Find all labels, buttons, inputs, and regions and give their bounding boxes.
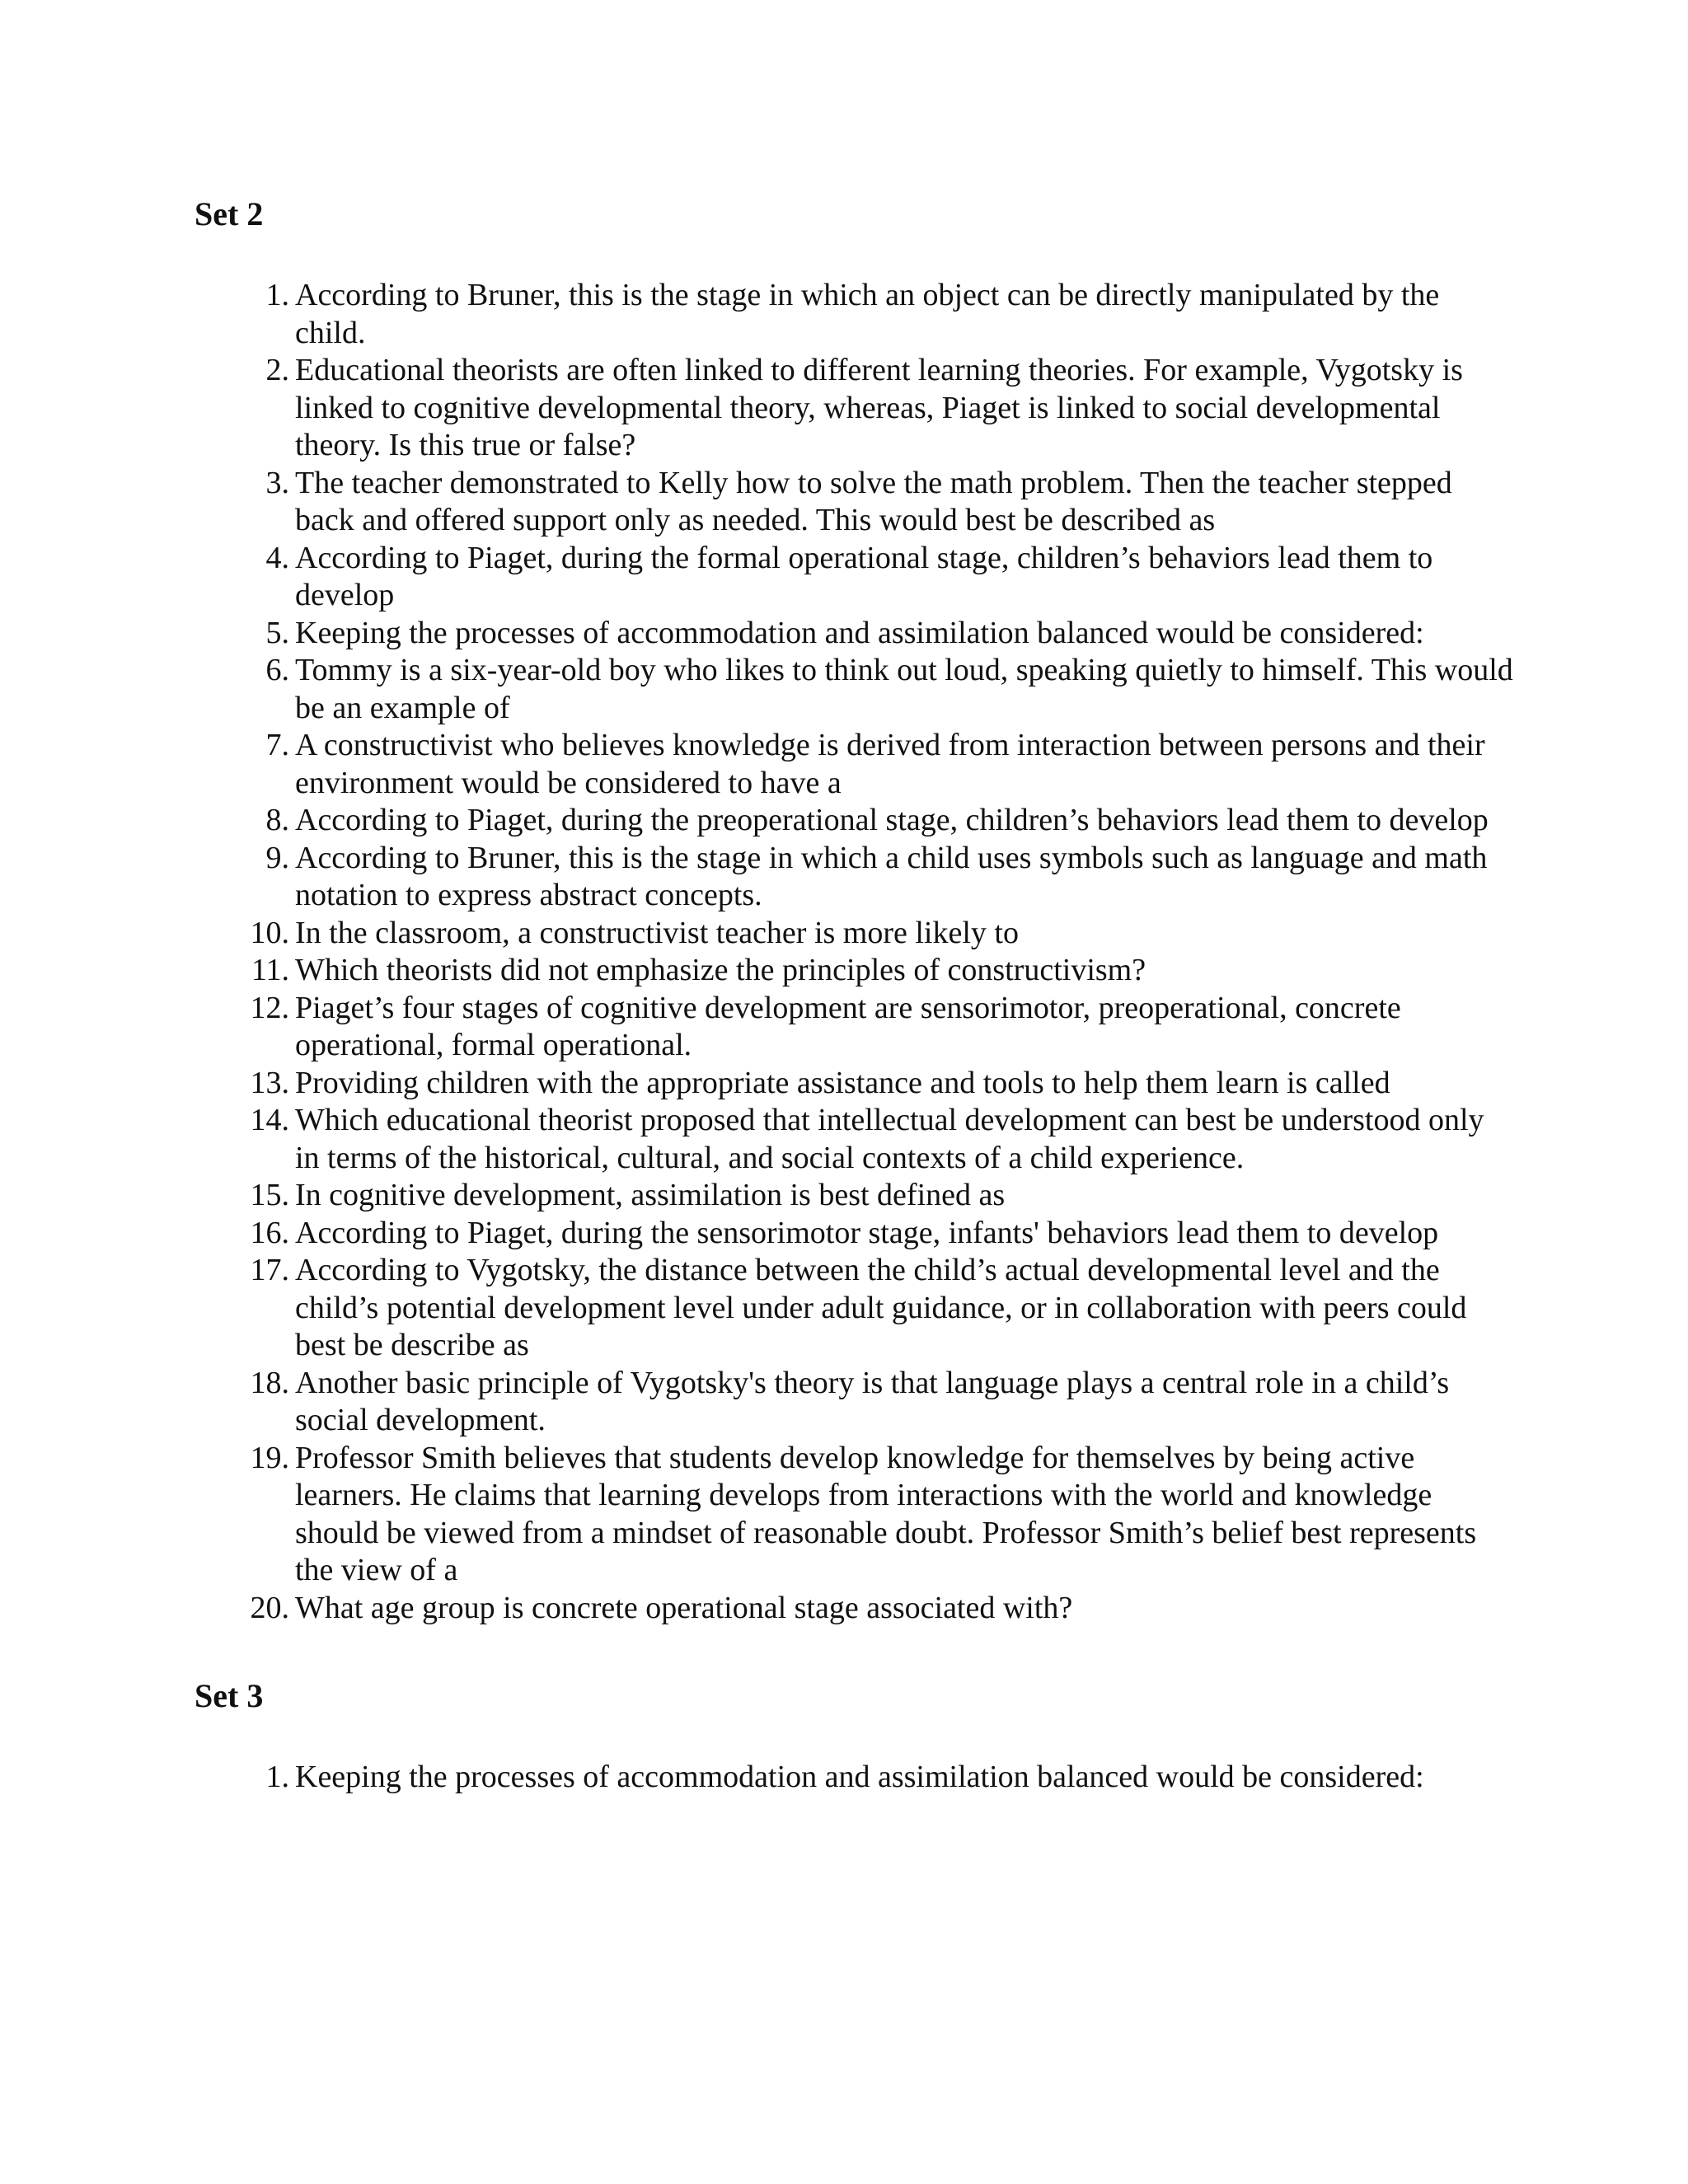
question-number: 8. [265, 803, 289, 837]
question-number: 1. [265, 1760, 289, 1794]
question-text: Educational theorists are often linked to different learning theories. For example, Vygotsky is linked to cognitive developmental theory, whereas, Piaget is linked to social developmental theory. Is this true or false? [295, 353, 1463, 462]
question-item [245, 840, 1514, 915]
question-text: Another basic principle of Vygotsky's theory is that language plays a central role in a child’s social development. [295, 1365, 1450, 1437]
question-item [245, 1759, 1514, 1797]
question-text: Providing children with the appropriate assistance and tools to help them learn is called [295, 1065, 1390, 1100]
question-item [245, 277, 1514, 352]
question-number: 16. [250, 1215, 289, 1250]
question-number: 2. [265, 353, 289, 387]
question-item [245, 465, 1514, 540]
question-number: 19. [250, 1440, 289, 1475]
question-number: 3. [265, 465, 289, 500]
question-number: 20. [250, 1590, 289, 1625]
question-number: 17. [250, 1253, 289, 1287]
question-item [245, 1065, 1514, 1103]
question-item [245, 1215, 1514, 1253]
question-text: According to Piaget, during the preoperational stage, children’s behaviors lead them to develop [295, 803, 1489, 837]
question-text: In the classroom, a constructivist teacher is more likely to [295, 915, 1019, 950]
question-text: According to Bruner, this is the stage in which an object can be directly manipulated by the child. [295, 278, 1440, 350]
document-content [195, 194, 1513, 1797]
question-text: According to Piaget, during the formal operational stage, children’s behaviors lead them to develop [295, 540, 1433, 612]
question-number: 14. [250, 1103, 289, 1137]
question-item [245, 1365, 1514, 1440]
question-item [245, 990, 1514, 1065]
question-number: 7. [265, 728, 289, 762]
question-text: Keeping the processes of accommodation and assimilation balanced would be considered: [295, 615, 1424, 650]
question-number: 9. [265, 840, 289, 875]
question-text: In cognitive development, assimilation is best defined as [295, 1178, 1006, 1212]
question-text: Tommy is a six-year-old boy who likes to think out loud, speaking quietly to himself. This would be an example of [295, 653, 1513, 725]
question-number: 18. [250, 1365, 289, 1400]
question-item [245, 352, 1514, 465]
question-text: What age group is concrete operational stage associated with? [295, 1590, 1073, 1625]
question-item [245, 615, 1514, 653]
set-3-heading: Set 3 [195, 1677, 264, 1714]
question-text: Which educational theorist proposed that intellectual development can best be understood only in terms of the historical, cultural, and social contexts of a child experience. [295, 1103, 1484, 1175]
question-text: Which theorists did not emphasize the principles of constructivism? [295, 953, 1146, 987]
question-number: 11. [251, 953, 289, 987]
set-2-heading: Set 2 [195, 195, 264, 232]
question-item [245, 1177, 1514, 1215]
question-item [245, 802, 1514, 840]
question-number: 15. [250, 1178, 289, 1212]
set-2-question-list [245, 277, 1514, 1627]
question-number: 6. [265, 653, 289, 687]
question-number: 4. [265, 540, 289, 575]
question-item [245, 1590, 1514, 1628]
question-number: 5. [265, 615, 289, 650]
question-text: A constructivist who believes knowledge is derived from interaction between persons and their environment would be considered to have a [295, 728, 1485, 800]
question-number: 13. [250, 1065, 289, 1100]
question-text: Piaget’s four stages of cognitive development are sensorimotor, preoperational, concrete operational, formal operational. [295, 990, 1401, 1062]
question-text: According to Bruner, this is the stage in which a child uses symbols such as language and math notation to express abstract concepts. [295, 840, 1488, 912]
question-text: Keeping the processes of accommodation and assimilation balanced would be considered: [295, 1760, 1424, 1794]
question-item [245, 652, 1514, 727]
question-item [245, 540, 1514, 615]
question-item [245, 1102, 1514, 1177]
question-text: Professor Smith believes that students develop knowledge for themselves by being active learners. He claims that learning develops from interactions with the world and knowledge should be viewed from a mindset of reasonable doubt. Professor Smith’s belief best represents the view of a [295, 1440, 1477, 1587]
question-number: 1. [265, 278, 289, 312]
question-number: 12. [250, 990, 289, 1025]
question-item [245, 952, 1514, 990]
question-number: 10. [250, 915, 289, 950]
question-text: The teacher demonstrated to Kelly how to solve the math problem. Then the teacher stepped back and offered support only as needed. This would best be described as [295, 465, 1452, 537]
question-text: According to Vygotsky, the distance between the child’s actual developmental level and the child’s potential development level under adult guidance, or in collaboration with peers could best be describe as [295, 1253, 1467, 1362]
question-item [245, 1252, 1514, 1365]
question-item [245, 1440, 1514, 1590]
question-item [245, 727, 1514, 802]
question-text: According to Piaget, during the sensorimotor stage, infants' behaviors lead them to develop [295, 1215, 1439, 1250]
set-3-question-list [245, 1759, 1514, 1797]
question-item [245, 915, 1514, 953]
